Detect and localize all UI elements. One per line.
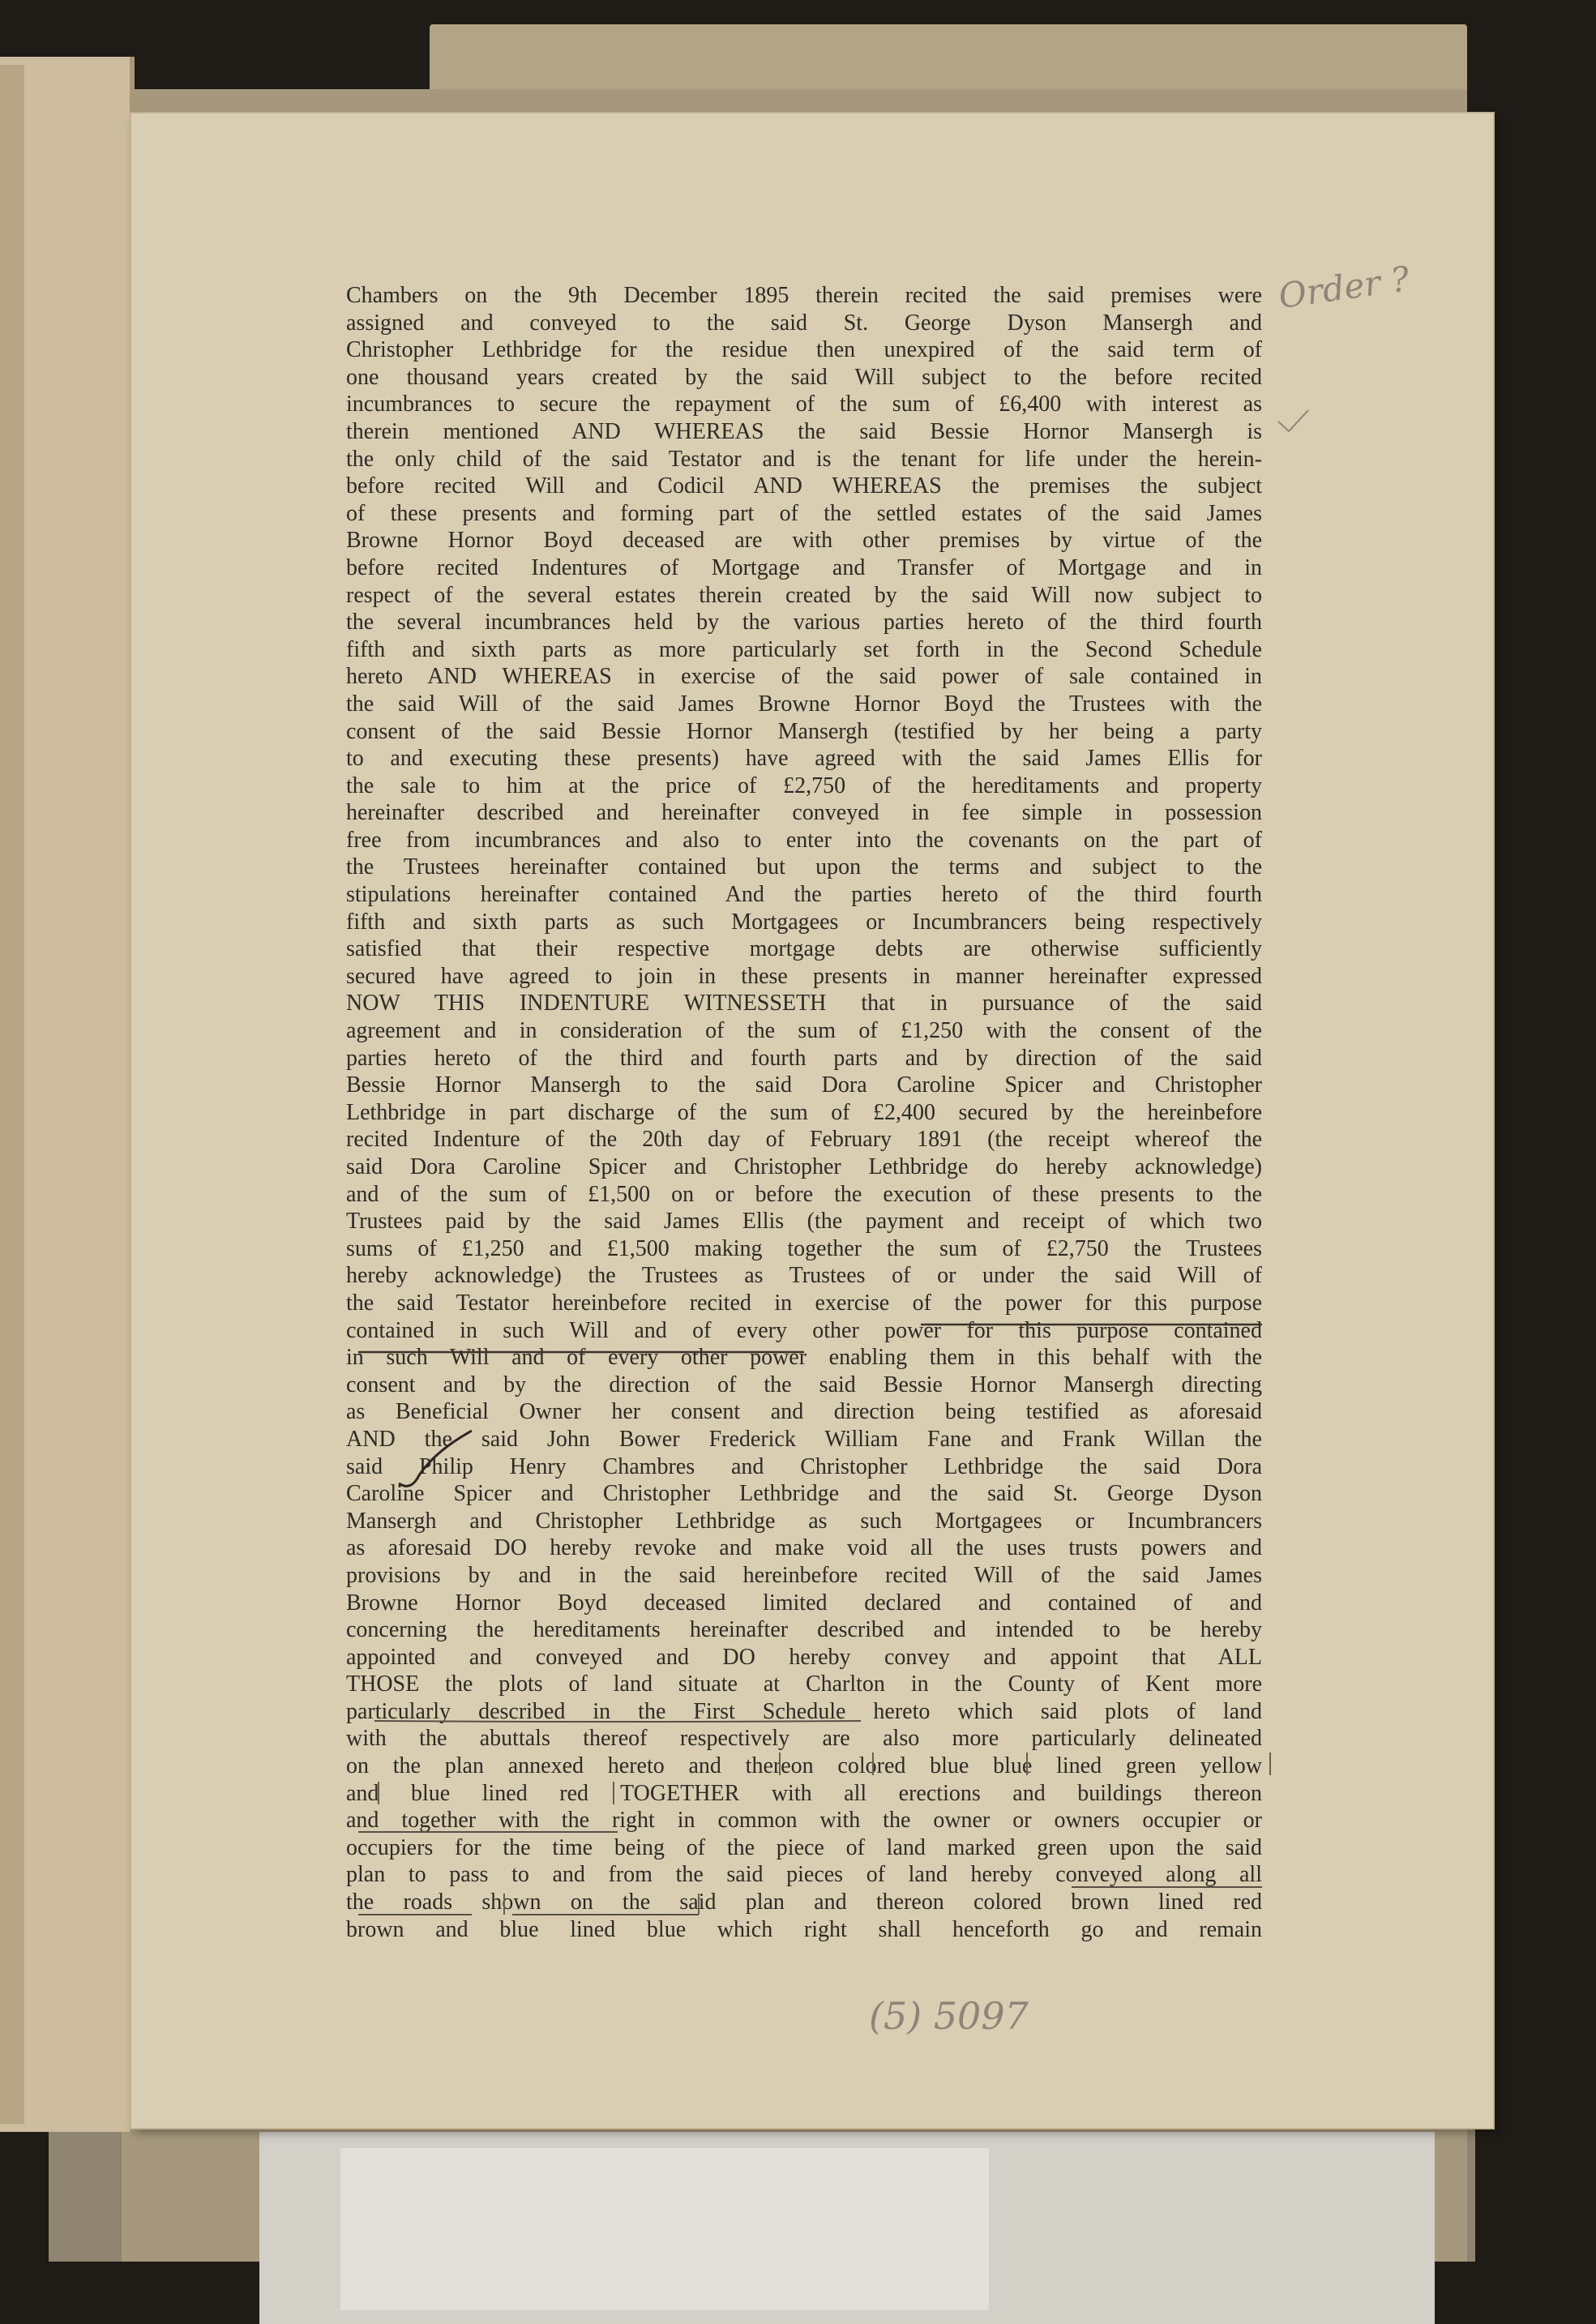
text-line: Christopher Lethbridge for the residue then unexpired of the said term of (346, 337, 1262, 363)
text-line: Lethbridge in part discharge of the sum of £2,400 secured by the hereinbefore (346, 1099, 1262, 1125)
text-line: NOW THIS INDENTURE WITNESSETH that in pursuance of the said (346, 991, 1262, 1016)
text-line: consent of the said Bessie Hornor Mansergh (testified by her being a party (346, 718, 1262, 744)
text-line: recited Indenture of the 20th day of February 1891 (the receipt whereof the (346, 1127, 1262, 1153)
text-line: the several incumbrances held by the various parties hereto of the third fourth (346, 610, 1262, 636)
text-line: the said Testator hereinbefore recited in exercise of the power for this purpose (346, 1290, 1262, 1316)
text-line: and blue lined red TOGETHER with all erections and buildings thereon (346, 1780, 1262, 1806)
text-line: one thousand years created by the said Will subject to the before recited (346, 364, 1262, 390)
text-line: the roads shown on the said plan and thereon colored brown lined red (346, 1890, 1262, 1915)
margin-note-order: Order ? (1276, 258, 1412, 317)
text-line: of these presents and forming part of the settled estates of the said James (346, 500, 1262, 526)
text-line: in such Will and of every other power enabling them in this behalf with the (346, 1345, 1262, 1371)
text-line: the Trustees hereinafter contained but upon the terms and subject to the (346, 854, 1262, 880)
text-line: stipulations hereinafter contained And the parties hereto of the third fourth (346, 882, 1262, 908)
text-line: particularly described in the First Schedule hereto which said plots of land (346, 1698, 1262, 1724)
text-line: incumbrances to secure the repayment of the sum of £6,400 with interest as (346, 392, 1262, 417)
text-line: Chambers on the 9th December 1895 therein recited the said premises were (346, 283, 1262, 308)
text-line: the only child of the said Testator and is the tenant for life under the herein- (346, 446, 1262, 472)
text-line: Mansergh and Christopher Lethbridge as such Mortgagees or Incumbrancers (346, 1508, 1262, 1534)
text-line: THOSE the plots of land situate at Charlton in the County of Kent more (346, 1671, 1262, 1697)
text-line: satisfied that their respective mortgage debts are otherwise sufficiently (346, 936, 1262, 962)
text-line: before recited Indentures of Mortgage and Transfer of Mortgage and in (346, 554, 1262, 580)
ink-check-mark (395, 1427, 476, 1500)
text-line: before recited Will and Codicil AND WHEREAS the premises the subject (346, 473, 1262, 499)
text-line: contained in such Will and of every other power for this purpose contained (346, 1317, 1262, 1343)
text-line: hereinafter described and hereinafter conveyed in fee simple in possession (346, 800, 1262, 826)
text-line: therein mentioned AND WHEREAS the said Bessie Hornor Mansergh is (346, 418, 1262, 444)
text-line: as Beneficial Owner her consent and direction being testified as aforesaid (346, 1399, 1262, 1425)
document-page (131, 113, 1493, 2128)
text-line: AND the said John Bower Frederick William Fane and Frank Willan the (346, 1426, 1262, 1452)
text-line: free from incumbrances and also to enter into the covenants on the part of (346, 827, 1262, 853)
text-line: provisions by and in the said hereinbefore recited Will of the said James (346, 1562, 1262, 1588)
margin-tick (1278, 410, 1308, 431)
text-line: brown and blue lined blue which right shall henceforth go and remain (346, 1916, 1262, 1942)
text-line: sums of £1,250 and £1,500 making together the sum of £2,750 the Trustees (346, 1235, 1262, 1261)
text-line: Caroline Spicer and Christopher Lethbridge and the said St. George Dyson (346, 1481, 1262, 1507)
text-line: said Philip Henry Chambres and Christopher Lethbridge the said Dora (346, 1453, 1262, 1479)
text-line: secured have agreed to join in these presents in manner hereinafter expressed (346, 963, 1262, 989)
text-line: and of the sum of £1,500 on or before the execution of these presents to the (346, 1181, 1262, 1207)
text-line: Trustees paid by the said James Ellis (the payment and receipt of which two (346, 1209, 1262, 1235)
text-line: occupiers for the time being of the piece of land marked green upon the said (346, 1834, 1262, 1860)
text-line: fifth and sixth parts as such Mortgagees or Incumbrancers being respectively (346, 909, 1262, 935)
text-line: consent and by the direction of the said Bessie Hornor Mansergh directing (346, 1372, 1262, 1397)
text-line: appointed and conveyed and DO hereby convey and appoint that ALL (346, 1644, 1262, 1670)
text-line: Browne Hornor Boyd deceased limited declared and contained of and (346, 1590, 1262, 1616)
text-line: fifth and sixth parts as more particularly set forth in the Second Schedule (346, 636, 1262, 662)
text-line: assigned and conveyed to the said St. George Dyson Mansergh and (346, 310, 1262, 336)
text-line: on the plan annexed hereto and thereon colored blue blue lined green yellow (346, 1753, 1262, 1779)
indenture-text (346, 282, 1262, 1943)
text-line: parties hereto of the third and fourth parts and by direction of the said (346, 1045, 1262, 1071)
text-line: with the abuttals thereof respectively are also more particularly delineated (346, 1726, 1262, 1752)
text-line: hereto AND WHEREAS in exercise of the said power of sale contained in (346, 664, 1262, 690)
text-line: to and executing these presents) have agreed with the said James Ellis for (346, 746, 1262, 772)
text-line: hereby acknowledge) the Trustees as Trustees of or under the said Will of (346, 1263, 1262, 1289)
text-line: concerning the hereditaments hereinafter described and intended to be hereby (346, 1617, 1262, 1643)
text-line: and together with the right in common with the owner or owners occupier or (346, 1808, 1262, 1834)
left-page-edge (0, 65, 24, 2124)
text-line: the sale to him at the price of £2,750 of the hereditaments and property (346, 773, 1262, 798)
text-line: respect of the several estates therein created by the said Will now subject to (346, 582, 1262, 608)
text-line: plan to pass to and from the said pieces of land hereby conveyed along all (346, 1862, 1262, 1888)
bottom-paper-strip-light (340, 2148, 989, 2310)
text-line: as aforesaid DO hereby revoke and make void all the uses trusts powers and (346, 1535, 1262, 1561)
footer-pencil-note: (5) 5097 (869, 1994, 1029, 2038)
text-line: the said Will of the said James Browne Hornor Boyd the Trustees with the (346, 691, 1262, 717)
text-line: said Dora Caroline Spicer and Christopher Lethbridge do hereby acknowledge) (346, 1154, 1262, 1179)
text-line: Bessie Hornor Mansergh to the said Dora Caroline Spicer and Christopher (346, 1072, 1262, 1098)
text-line: agreement and in consideration of the sum of £1,250 with the consent of the (346, 1018, 1262, 1044)
text-line: Browne Hornor Boyd deceased are with other premises by virtue of the (346, 528, 1262, 554)
